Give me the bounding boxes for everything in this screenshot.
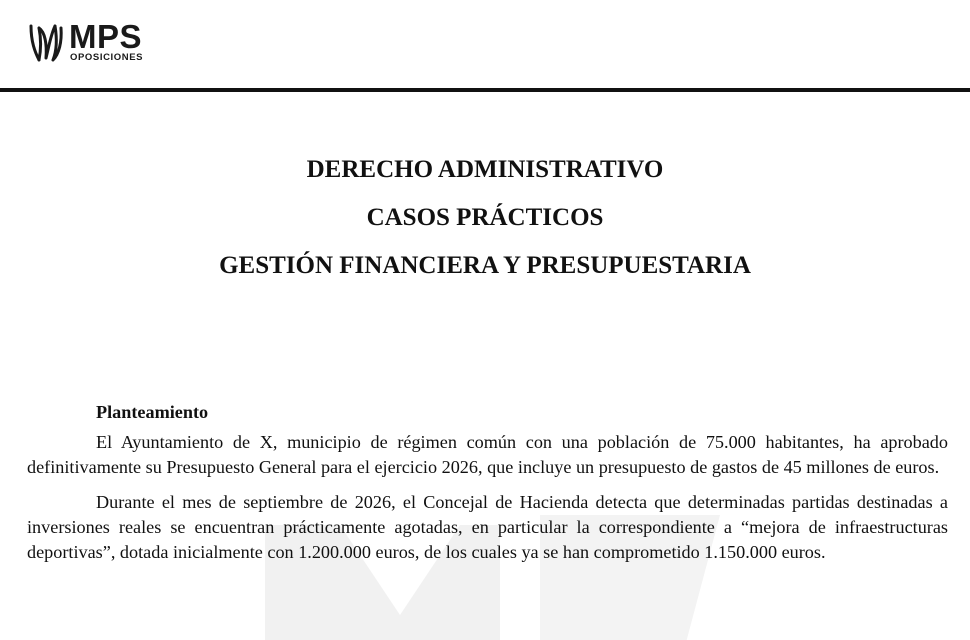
section-heading: Planteamiento [96, 402, 209, 422]
paragraph: Durante el mes de septiembre de 2026, el Concejal de Hacienda detecta que determinadas partidas destinadas a inversiones reales se encuentran prácticamente agotadas, en particular la correspondiente a “mejora de infraestructuras deportivas”, dotada inicialmente con 1.200.000 euros, de los cuales ya se han comprometido 1.150.000 euros. [27, 492, 948, 562]
header-divider [0, 88, 970, 92]
page-header [0, 0, 970, 92]
title-line-2: CASOS PRÁCTICOS [366, 204, 604, 231]
title-line-3: GESTIÓN FINANCIERA Y PRESUPUESTARIA [219, 252, 751, 279]
logo-subtitle: OPOSICIONES [70, 52, 144, 63]
document-titles [0, 157, 970, 301]
paragraph: El Ayuntamiento de X, municipio de régimen común con una población de 75.000 habitantes, ha aprobado definitivamente su Presupuesto General para el ejercicio 2026, que incluye un presupuesto de gastos de 45 millones de euros. [27, 432, 948, 477]
logo-wordmark: MPS [69, 18, 143, 55]
document-body [27, 400, 948, 575]
title-line-1: DERECHO ADMINISTRATIVO [306, 156, 664, 183]
mps-monogram-icon [27, 20, 65, 64]
